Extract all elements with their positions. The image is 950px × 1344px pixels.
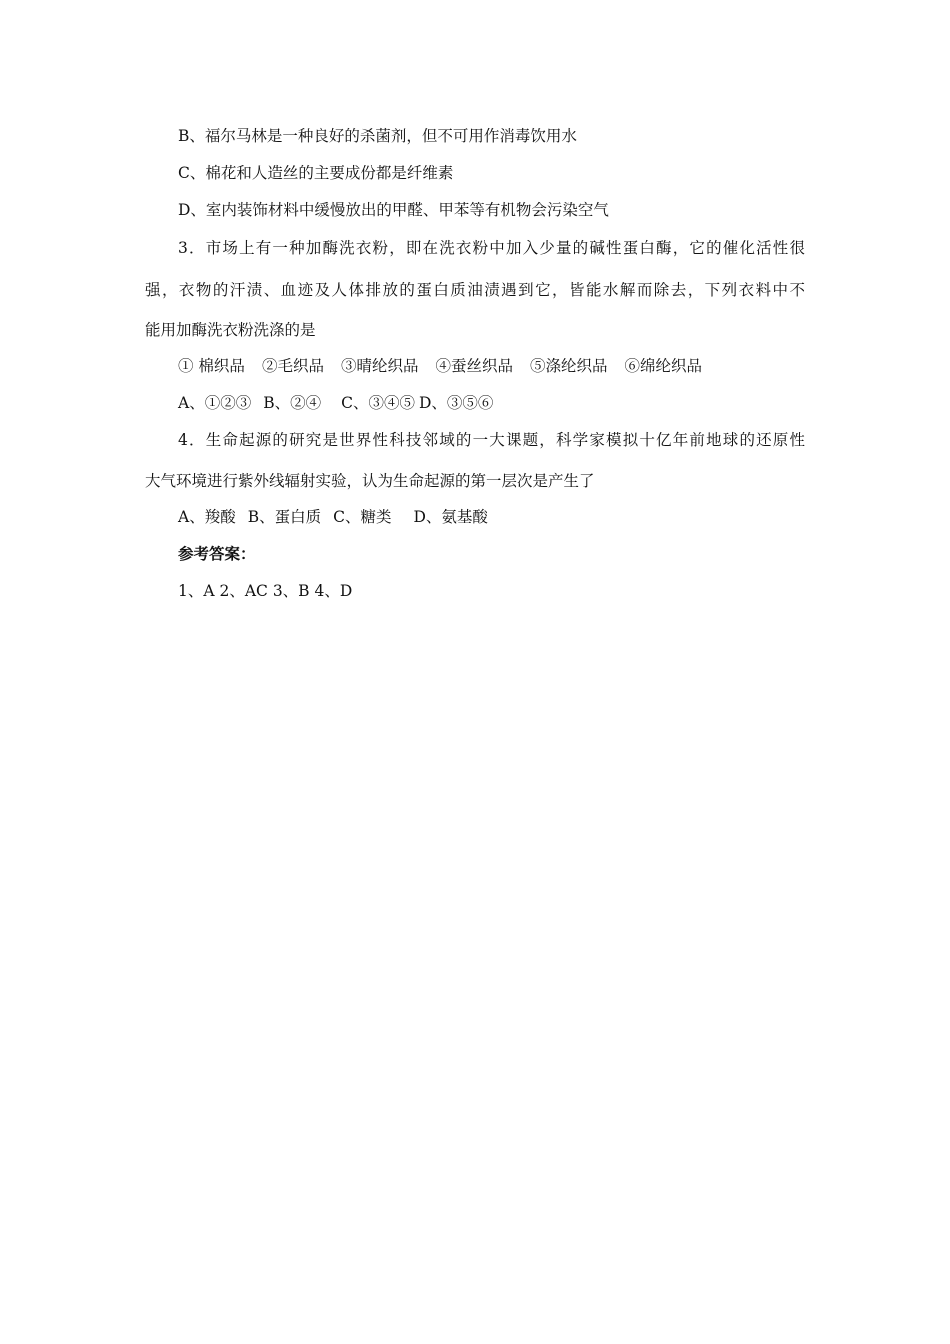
q3-choice-d: D、③⑤⑥ <box>418 394 494 412</box>
q3-item-2: ②毛织品 <box>261 357 324 375</box>
q4-choice-b: B、蛋白质 <box>247 508 322 526</box>
q3-item-6: ⑥绵纶织品 <box>624 357 703 375</box>
q3-stem-line-3: 能用加酶洗衣粉洗涤的是 <box>145 321 316 339</box>
q3-stem-line-1: 3．市场上有一种加酶洗衣粉，即在洗衣粉中加入少量的碱性蛋白酶，它的催化活性很 <box>178 239 805 257</box>
q3-item-4: ④蚕丝织品 <box>435 357 513 375</box>
q3-choices <box>178 393 493 413</box>
q2-option-c: C、棉花和人造丝的主要成份都是纤维素 <box>178 164 454 182</box>
q3-items <box>178 356 702 376</box>
q3-choice-a: A、①②③ <box>178 394 252 412</box>
q4-stem-line-1: 4．生命起源的研究是世界性科技邻域的一大课题，科学家模拟十亿年前地球的还原性 <box>178 431 805 449</box>
answers-text: 1、A 2、AC 3、B 4、D <box>178 582 353 600</box>
answers-heading: 参考答案： <box>178 544 256 563</box>
q4-stem-line-2: 大气环境进行紫外线辐射实验，认为生命起源的第一层次是产生了 <box>145 472 595 490</box>
q3-item-3: ③晴纶织品 <box>340 357 419 375</box>
q4-choice-a: A、羧酸 <box>178 508 236 526</box>
q4-choice-d: D、氨基酸 <box>413 508 488 526</box>
q4-choice-c: C、糖类 <box>333 508 392 526</box>
q3-stem-line-2: 强，衣物的汗渍、血迹及人体排放的蛋白质油渍遇到它，皆能水解而除去，下列衣料中不 <box>145 281 805 299</box>
q2-option-b: B、福尔马林是一种良好的杀菌剂，但不可用作消毒饮用水 <box>178 127 577 145</box>
q3-item-5: ⑤涤纶织品 <box>529 357 608 375</box>
q4-choices <box>178 507 488 527</box>
q3-item-1: ① 棉织品 <box>178 357 245 375</box>
q3-choice-b: B、②④ <box>263 394 322 412</box>
q2-option-d: D、室内装饰材料中缓慢放出的甲醛、甲苯等有机物会污染空气 <box>178 201 609 219</box>
q3-choice-c: C、③④⑤ <box>341 394 415 412</box>
